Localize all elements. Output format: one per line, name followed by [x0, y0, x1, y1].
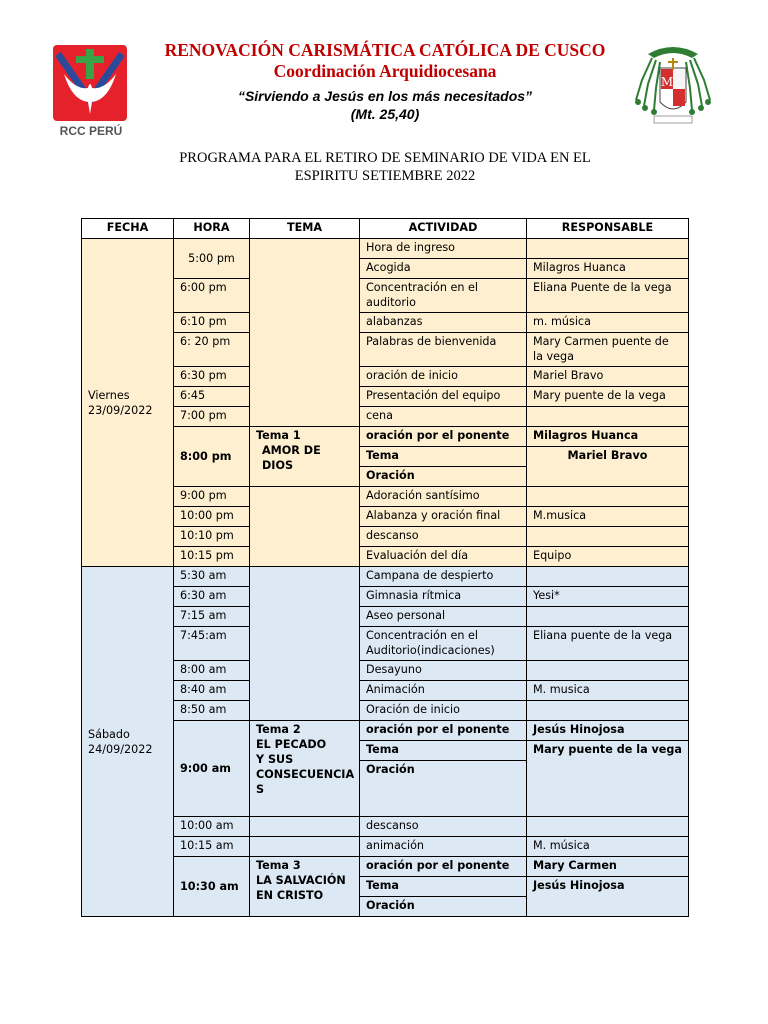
time-cell: 6:00 pm: [174, 279, 250, 313]
responsible-cell: [527, 661, 689, 681]
header-actividad: ACTIVIDAD: [360, 219, 527, 239]
responsible-cell: [527, 567, 689, 587]
time-cell: 10:00 am: [174, 817, 250, 837]
responsible-cell: m. música: [527, 313, 689, 333]
time-cell: 6:30 am: [174, 587, 250, 607]
responsible-cell: Jesús Hinojosa: [527, 721, 689, 741]
time-cell: 7:15 am: [174, 607, 250, 627]
table-row: [82, 661, 689, 681]
responsible-cell: [527, 527, 689, 547]
topic-number: Tema 1: [256, 429, 301, 442]
time-cell: 8:00 pm: [174, 427, 250, 487]
table-row: [82, 527, 689, 547]
rcc-peru-logo: [52, 44, 130, 140]
activity-cell: Acogida: [360, 259, 527, 279]
responsible-cell: Eliana puente de la vega: [527, 627, 689, 661]
responsible-cell: Mary puente de la vega: [527, 741, 689, 817]
table-row: [82, 721, 689, 741]
time-cell: 10:10 pm: [174, 527, 250, 547]
topic-title-line: CONSECUENCIA: [256, 768, 355, 781]
date-day: Sábado: [88, 727, 130, 741]
responsible-cell: Milagros Huanca: [527, 427, 689, 447]
responsible-cell: Mary Carmen puente de la vega: [527, 333, 689, 367]
time-cell: 8:40 am: [174, 681, 250, 701]
responsible-cell: M. música: [527, 837, 689, 857]
activity-cell: Campana de despierto: [360, 567, 527, 587]
responsible-cell: [527, 487, 689, 507]
table-row: [82, 701, 689, 721]
logo-caption: RCC PERÚ: [59, 124, 123, 138]
activity-cell: Oración de inicio: [360, 701, 527, 721]
topic-cell: [250, 857, 360, 917]
table-row: [82, 587, 689, 607]
activity-cell: Tema: [360, 741, 527, 761]
date-day: Viernes: [88, 388, 130, 402]
responsible-cell: Mariel Bravo: [527, 367, 689, 387]
time-cell: 8:50 am: [174, 701, 250, 721]
time-cell: 5:30 am: [174, 567, 250, 587]
activity-cell: oración por el ponente: [360, 427, 527, 447]
topic-cell-empty: [250, 817, 360, 837]
time-cell: 8:00 am: [174, 661, 250, 681]
responsible-cell: [527, 239, 689, 259]
time-cell: 6:45: [174, 387, 250, 407]
time-cell: 7:45:am: [174, 627, 250, 661]
time-cell: 10:15 am: [174, 837, 250, 857]
activity-cell: animación: [360, 837, 527, 857]
activity-cell: Oración: [360, 761, 527, 817]
table-row: [82, 487, 689, 507]
activity-cell: oración de inicio: [360, 367, 527, 387]
table-row: [82, 239, 689, 259]
table-row: [82, 627, 689, 661]
table-row: [82, 279, 689, 313]
time-cell: 7:00 pm: [174, 407, 250, 427]
time-cell: 5:00 pm: [174, 239, 250, 279]
table-header-row: [82, 219, 689, 239]
header-tema: TEMA: [250, 219, 360, 239]
activity-cell: Oración: [360, 467, 527, 487]
table-row: [82, 817, 689, 837]
schedule-table: [81, 218, 689, 917]
table-row: [82, 333, 689, 367]
svg-text:M: M: [660, 75, 674, 89]
topic-cell: [250, 427, 360, 487]
time-cell: 10:15 pm: [174, 547, 250, 567]
time-cell: 10:30 am: [174, 857, 250, 917]
activity-cell: Desayuno: [360, 661, 527, 681]
coat-of-arms-icon: [630, 40, 716, 128]
activity-cell: Gimnasia rítmica: [360, 587, 527, 607]
activity-cell: Concentración en el auditorio: [360, 279, 527, 313]
program-title-line2: ESPIRITU SETIEMBRE 2022: [294, 168, 476, 184]
table-row: [82, 681, 689, 701]
topic-title-line: S: [256, 783, 265, 796]
responsible-cell: [527, 607, 689, 627]
table-row: [82, 313, 689, 333]
program-title: [100, 149, 670, 185]
document-header: [140, 40, 630, 123]
responsible-cell: M. musica: [527, 681, 689, 701]
activity-cell: oración por el ponente: [360, 721, 527, 741]
topic-cell-empty: [250, 487, 360, 567]
date-friday: [82, 239, 174, 567]
responsible-cell: Yesi*: [527, 587, 689, 607]
activity-cell: descanso: [360, 527, 527, 547]
responsible-cell: [527, 701, 689, 721]
date-value: 23/09/2022: [88, 403, 153, 417]
organization-name: RENOVACIÓN CARISMÁTICA CATÓLICA DE CUSCO: [164, 40, 606, 60]
topic-title-line: EL PECADO: [256, 738, 327, 751]
table-row: [82, 857, 689, 877]
time-cell: 9:00 am: [174, 721, 250, 817]
time-cell: 6: 20 pm: [174, 333, 250, 367]
header-fecha: FECHA: [82, 219, 174, 239]
topic-title-line: LA SALVACIÓN: [256, 874, 346, 887]
date-value: 24/09/2022: [88, 742, 153, 756]
activity-cell: oración por el ponente: [360, 857, 527, 877]
activity-cell: Animación: [360, 681, 527, 701]
responsible-cell: [527, 407, 689, 427]
motto: “Sirviendo a Jesús en los más necesitados”: [237, 88, 533, 104]
table-row: [82, 407, 689, 427]
header-responsable: RESPONSABLE: [527, 219, 689, 239]
table-row: [82, 387, 689, 407]
activity-cell: Aseo personal: [360, 607, 527, 627]
responsible-cell: Mary Carmen: [527, 857, 689, 877]
topic-cell: [250, 721, 360, 817]
topic-title-line: Y SUS: [256, 753, 294, 766]
topic-cell-empty: [250, 567, 360, 721]
activity-cell: cena: [360, 407, 527, 427]
activity-cell: alabanzas: [360, 313, 527, 333]
activity-cell: Evaluación del día: [360, 547, 527, 567]
activity-cell: Presentación del equipo: [360, 387, 527, 407]
responsible-cell: Mariel Bravo: [527, 447, 689, 487]
coordination-name: Coordinación Arquidiocesana: [273, 61, 497, 81]
time-cell: 6:30 pm: [174, 367, 250, 387]
topic-number: Tema 3: [256, 859, 301, 872]
table-row: [82, 367, 689, 387]
table-row: [82, 547, 689, 567]
activity-cell: Tema: [360, 447, 527, 467]
responsible-cell: Jesús Hinojosa: [527, 877, 689, 917]
responsible-cell: [527, 817, 689, 837]
time-cell: 10:00 pm: [174, 507, 250, 527]
time-cell: 9:00 pm: [174, 487, 250, 507]
table-row: [82, 567, 689, 587]
activity-cell: Oración: [360, 897, 527, 917]
activity-cell: descanso: [360, 817, 527, 837]
header-hora: HORA: [174, 219, 250, 239]
topic-cell-empty: [250, 837, 360, 857]
responsible-cell: M.musica: [527, 507, 689, 527]
activity-cell: Palabras de bienvenida: [360, 333, 527, 367]
topic-title: AMOR DE DIOS: [262, 444, 321, 472]
activity-cell: Tema: [360, 877, 527, 897]
topic-cell-empty: [250, 239, 360, 427]
topic-title-line: EN CRISTO: [256, 889, 324, 902]
program-title-line1: PROGRAMA PARA EL RETIRO DE SEMINARIO DE VIDA EN EL: [179, 150, 591, 166]
responsible-cell: Eliana Puente de la vega: [527, 279, 689, 313]
responsible-cell: Mary puente de la vega: [527, 387, 689, 407]
bible-reference: (Mt. 25,40): [350, 106, 420, 122]
date-saturday: [82, 567, 174, 917]
activity-cell: Hora de ingreso: [360, 239, 527, 259]
archdiocese-coat-of-arms: [630, 40, 716, 128]
table-row: [82, 507, 689, 527]
topic-number: Tema 2: [256, 723, 301, 736]
table-row: [82, 607, 689, 627]
table-row: [82, 837, 689, 857]
activity-cell: Alabanza y oración final: [360, 507, 527, 527]
activity-cell: Concentración en el Auditorio(indicaciones): [360, 627, 527, 661]
table-row: [82, 427, 689, 447]
time-cell: 6:10 pm: [174, 313, 250, 333]
activity-cell: Adoración santísimo: [360, 487, 527, 507]
responsible-cell: Milagros Huanca: [527, 259, 689, 279]
responsible-cell: Equipo: [527, 547, 689, 567]
